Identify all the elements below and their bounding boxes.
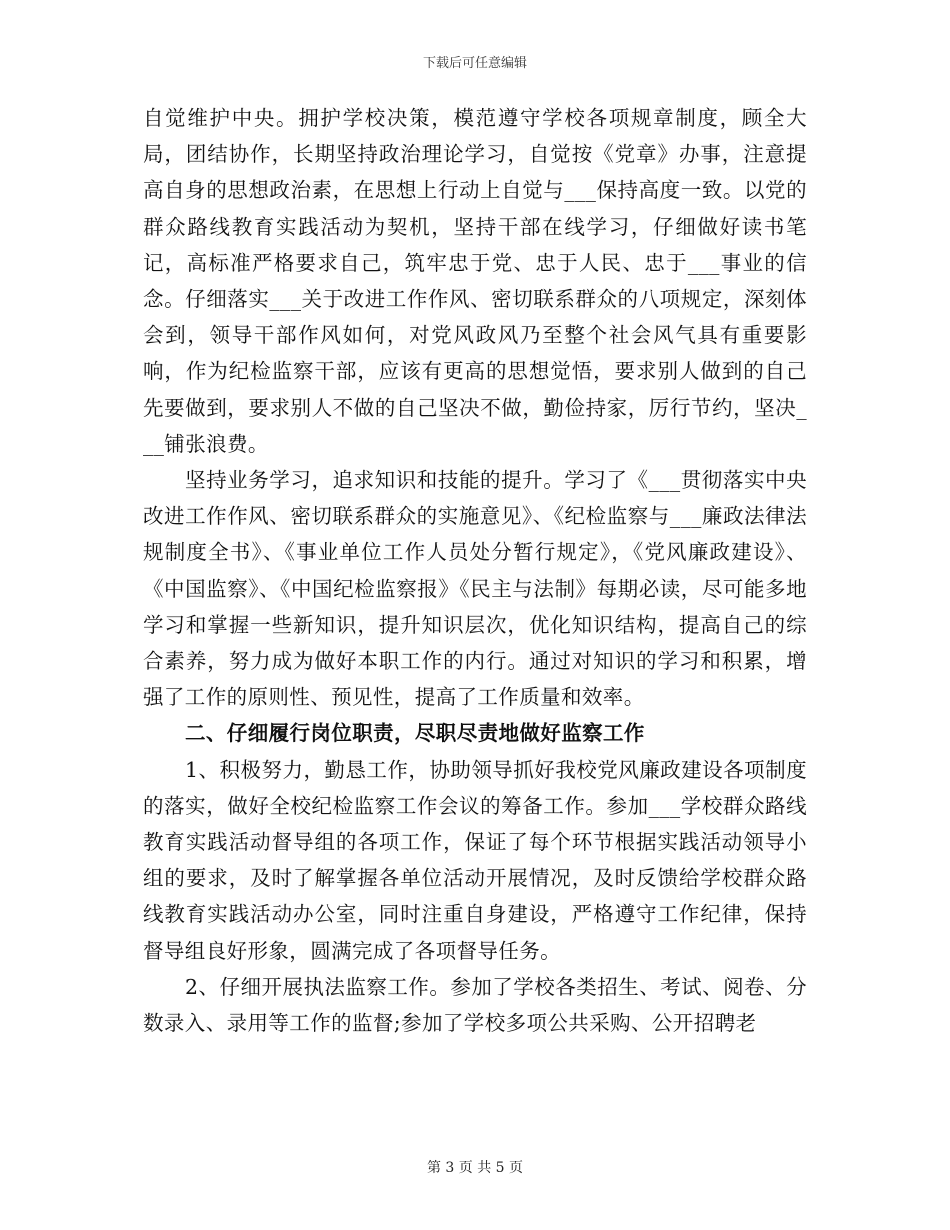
paragraph-4: 2、仔细开展执法监察工作。参加了学校各类招生、考试、阅卷、分数录入、录用等工作的监督;参加了学校多项公共采购、公开招聘老 — [143, 974, 807, 1036]
paragraph-2: 坚持业务学习，追求知识和技能的提升。学习了《___贯彻落实中央改进工作作风、密切联系群众的实施意见》、《纪检监察与___廉政法律法规制度全书》、《事业单位工作人员处分暂行规定》，《党风廉政建设》、《中国监察》、《中国纪检监察报》《民主与法制》每期必读，尽可能多地学习和掌握一些新知识，提升知识层次，优化知识结构，提高自己的综合素养，努力成为做好本职工作的内行。通过对知识的学习和积累，增强了工作的原则性、预见性，提高了工作质量和效率。 — [143, 468, 807, 710]
document-body — [143, 100, 807, 1041]
header-note: 下载后可任意编辑 — [422, 56, 527, 71]
paragraph-3: 1、积极努力，勤恳工作，协助领导抓好我校党风廉政建设各项制度的落实，做好全校纪检监察工作会议的筹备工作。参加___学校群众路线教育实践活动督导组的各项工作，保证了每个环节根据实践活动领导小组的要求，及时了解掌握各单位活动开展情况，及时反馈给学校群众路线教育实践活动办公室，同时注重自身建设，严格遵守工作纪律，保持督导组良好形象，圆满完成了各项督导任务。 — [143, 757, 807, 963]
section-heading-2: 二、仔细履行岗位职责，尽职尽责地做好监察工作 — [185, 721, 645, 746]
page-number-footer: 第 3 页 共 5 页 — [426, 1160, 524, 1176]
paragraph-1: 自觉维护中央。拥护学校决策，模范遵守学校各项规章制度，顾全大局，团结协作，长期坚持政治理论学习，自觉按《党章》办事，注意提高自身的思想政治素，在思想上行动上自觉与___保持高度一致。以党的群众路线教育实践活动为契机，坚持干部在线学习，仔细做好读书笔记，高标准严格要求自己，筑牢忠于党、忠于人民、忠于___事业的信念。仔细落实___关于改进工作作风、密切联系群众的八项规定，深刻体会到，领导干部作风如何，对党风政风乃至整个社会风气具有重要影响，作为纪检监察干部，应该有更高的思想觉悟，要求别人做到的自己先要做到，要求别人不做的自己坚决不做，勤俭持家，厉行节约，坚决___铺张浪费。 — [143, 106, 807, 456]
